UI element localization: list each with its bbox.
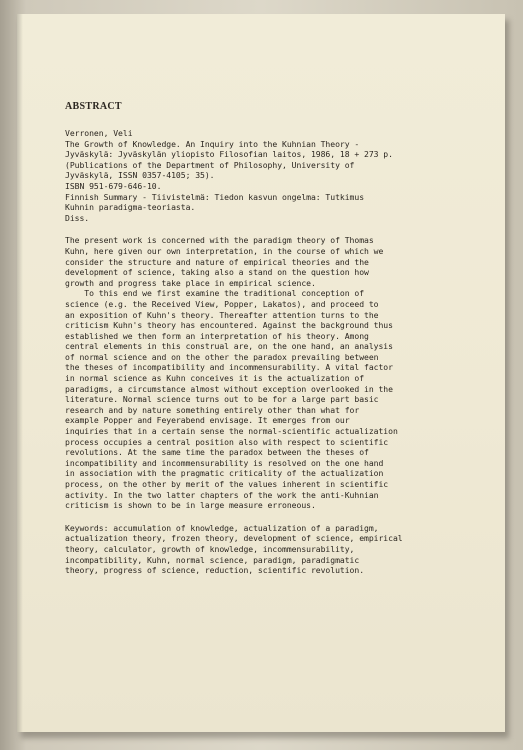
abstract-line: growth and progress take place in empirical science. bbox=[65, 277, 316, 288]
keywords-line: theory, progress of science, reduction, scientific revolution. bbox=[65, 565, 365, 576]
abstract-line: paradigms, a circumstance almost without exception overlooked in the bbox=[65, 383, 393, 394]
page-binding-edge bbox=[17, 14, 23, 732]
abstract-line: of normal science and on the other the paradox prevailing between bbox=[65, 351, 379, 362]
summary-line: Finnish Summary - Tiivistelmä: Tiedon kasvun ongelma: Tutkimus bbox=[65, 191, 365, 202]
abstract-line: To this end we first examine the traditional conception of bbox=[65, 288, 365, 299]
abstract-line: consider the structure and nature of empirical theories and the bbox=[65, 256, 369, 267]
title-line: The Growth of Knowledge. An Inquiry into the Kuhnian Theory - bbox=[65, 138, 360, 149]
keywords-line: actualization theory, frozen theory, development of science, empirical bbox=[65, 533, 403, 544]
abstract-heading: ABSTRACT bbox=[65, 101, 122, 112]
document-page bbox=[17, 14, 505, 732]
series-line: (Publications of the Department of Philosophy, University of bbox=[65, 159, 355, 170]
bibliographic-block bbox=[65, 128, 469, 223]
abstract-line: Kuhn, here given our own interpretation, in the course of which we bbox=[65, 245, 384, 256]
abstract-line: criticism is shown to be in large measure erroneous. bbox=[65, 500, 316, 511]
abstract-line: example Popper and Feyerabend envisage. It emerges from our bbox=[65, 415, 350, 426]
series-line: Jyväskylä, ISSN 0357-4105; 35). bbox=[65, 170, 215, 181]
abstract-line: inquiries that in a certain sense the normal-scientific actualization bbox=[65, 426, 398, 437]
diss-line: Diss. bbox=[65, 212, 90, 223]
summary-line: Kuhnin paradigma-teoriasta. bbox=[65, 202, 196, 213]
abstract-line: central elements in this construal are, on the one hand, an analysis bbox=[65, 341, 393, 352]
abstract-line: activity. In the two latter chapters of the work the anti-Kuhnian bbox=[65, 489, 379, 500]
abstract-line: in normal science as Kuhn conceives it is the actualization of bbox=[65, 373, 365, 384]
keywords-line: incompatibility, Kuhn, normal science, paradigm, paradigmatic bbox=[65, 554, 360, 565]
abstract-line: research and by nature something entirely other than what for bbox=[65, 404, 360, 415]
abstract-line: the theses of incompatibility and incommensurability. A vital factor bbox=[65, 362, 393, 373]
abstract-line: process, on the other by merit of the values inherent in scientific bbox=[65, 479, 389, 489]
abstract-line: established we then form an interpretation of his theory. Among bbox=[65, 330, 369, 341]
abstract-line: development of science, taking also a stand on the question how bbox=[65, 267, 369, 278]
abstract-line: revolutions. At the same time the paradox between the theses of bbox=[65, 447, 369, 458]
publisher-line: Jyväskylä: Jyväskylän yliopisto Filosofian laitos, 1986, 18 + 273 p. bbox=[65, 149, 393, 160]
abstract-line: criticism Kuhn's theory has encountered. Against the background thus bbox=[65, 320, 393, 331]
abstract-line: process occupies a central position also with respect to scientific bbox=[65, 436, 389, 447]
abstract-line: science (e.g. the Received View, Popper, Lakatos), and proceed to bbox=[65, 298, 379, 309]
abstract-body bbox=[65, 235, 469, 510]
abstract-line: The present work is concerned with the paradigm theory of Thomas bbox=[65, 235, 374, 246]
keywords-line: theory, calculator, growth of knowledge, incommensurability, bbox=[65, 543, 355, 554]
abstract-line: literature. Normal science turns out to be for a large part basic bbox=[65, 394, 379, 405]
abstract-line: an exposition of Kuhn's theory. Thereafter attention turns to the bbox=[65, 309, 379, 320]
abstract-line: incompatibility and incommensurability is resolved on the one hand bbox=[65, 457, 384, 468]
keywords-line: Keywords: accumulation of knowledge, actualization of a paradigm, bbox=[65, 522, 379, 533]
abstract-line: in association with the pragmatic criticality of the actualization bbox=[65, 468, 384, 479]
isbn-line: ISBN 951-679-646-10. bbox=[65, 180, 162, 191]
keywords-block bbox=[65, 523, 469, 576]
author-line: Verronen, Veli bbox=[65, 128, 133, 138]
